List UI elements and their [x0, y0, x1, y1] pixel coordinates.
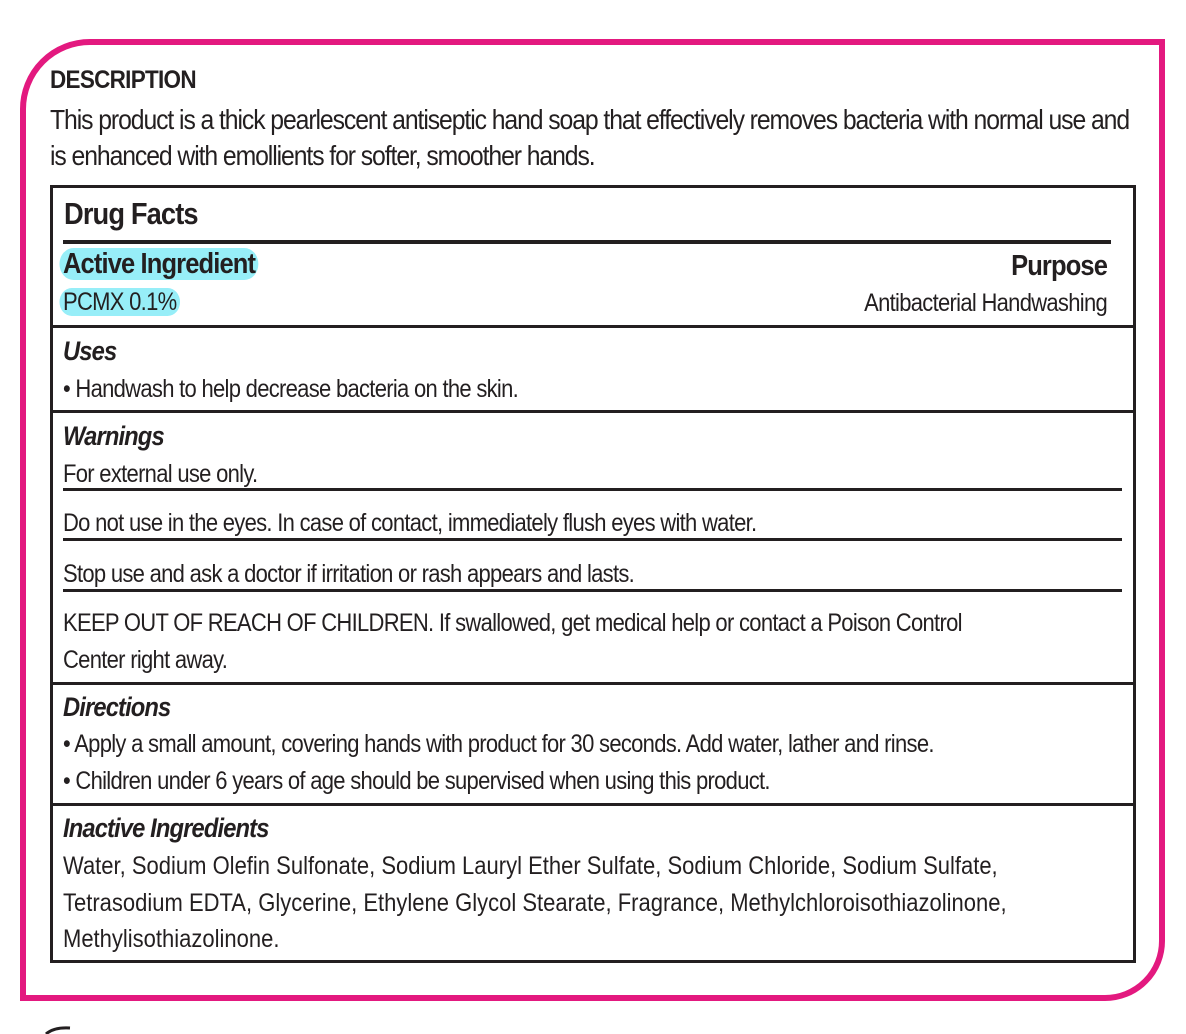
- uses-item: • Handwash to help decrease bacteria on the skin.: [63, 375, 519, 403]
- direction-item: • Children under 6 years of age should be supervised when using this product.: [63, 767, 770, 795]
- warning-rule: [63, 538, 1122, 541]
- warning-rule: [63, 589, 1122, 592]
- active-ingredient-value: PCMX 0.1%: [63, 288, 180, 317]
- active-ingredient-heading: Active Ingredient: [63, 248, 259, 281]
- inactive-ingredients-line: Tetrasodium EDTA, Glycerine, Ethylene Glycol Stearate, Fragrance, Methylchloroisothiazolinone,: [63, 889, 1007, 917]
- drug-facts-panel: [50, 185, 1136, 963]
- uses-heading: Uses: [63, 336, 117, 366]
- inactive-ingredients-line: Water, Sodium Olefin Sulfonate, Sodium Lauryl Ether Sulfate, Sodium Chloride, Sodium Sulfate,: [63, 852, 998, 880]
- purpose-value: Antibacterial Handwashing: [864, 289, 1107, 317]
- inactive-ingredients-line: Methylisothiazolinone.: [63, 925, 280, 953]
- warning-item: Stop use and ask a doctor if irritation or rash appears and lasts.: [63, 560, 635, 588]
- title-divider: [63, 240, 1111, 244]
- keep-out-warning-cont: Center right away.: [63, 646, 228, 674]
- inactive-ingredients-heading: Inactive Ingredients: [63, 813, 269, 843]
- description-heading: DESCRIPTION: [50, 66, 196, 94]
- description-text: This product is a thick pearlescent antiseptic hand soap that effectively removes bacteria with normal use and is enhanced with emollients for softer, smoother hands.: [50, 104, 1130, 171]
- warning-item: For external use only.: [63, 460, 258, 488]
- section-divider: [53, 682, 1133, 685]
- warning-rule: [63, 488, 1122, 491]
- purpose-heading: Purpose: [1011, 250, 1107, 282]
- section-divider: [53, 325, 1133, 328]
- keep-out-warning: KEEP OUT OF REACH OF CHILDREN. If swallowed, get medical help or contact a Poison Control: [63, 609, 962, 637]
- warnings-heading: Warnings: [63, 421, 164, 451]
- section-divider: [53, 803, 1133, 806]
- drug-facts-title: Drug Facts: [64, 196, 198, 231]
- direction-item: • Apply a small amount, covering hands with product for 30 seconds. Add water, lather and rinse.: [63, 730, 934, 758]
- section-divider: [53, 410, 1133, 413]
- partial-logo-icon: [44, 1026, 74, 1034]
- warning-item: Do not use in the eyes. In case of contact, immediately flush eyes with water.: [63, 509, 757, 537]
- directions-heading: Directions: [63, 692, 171, 722]
